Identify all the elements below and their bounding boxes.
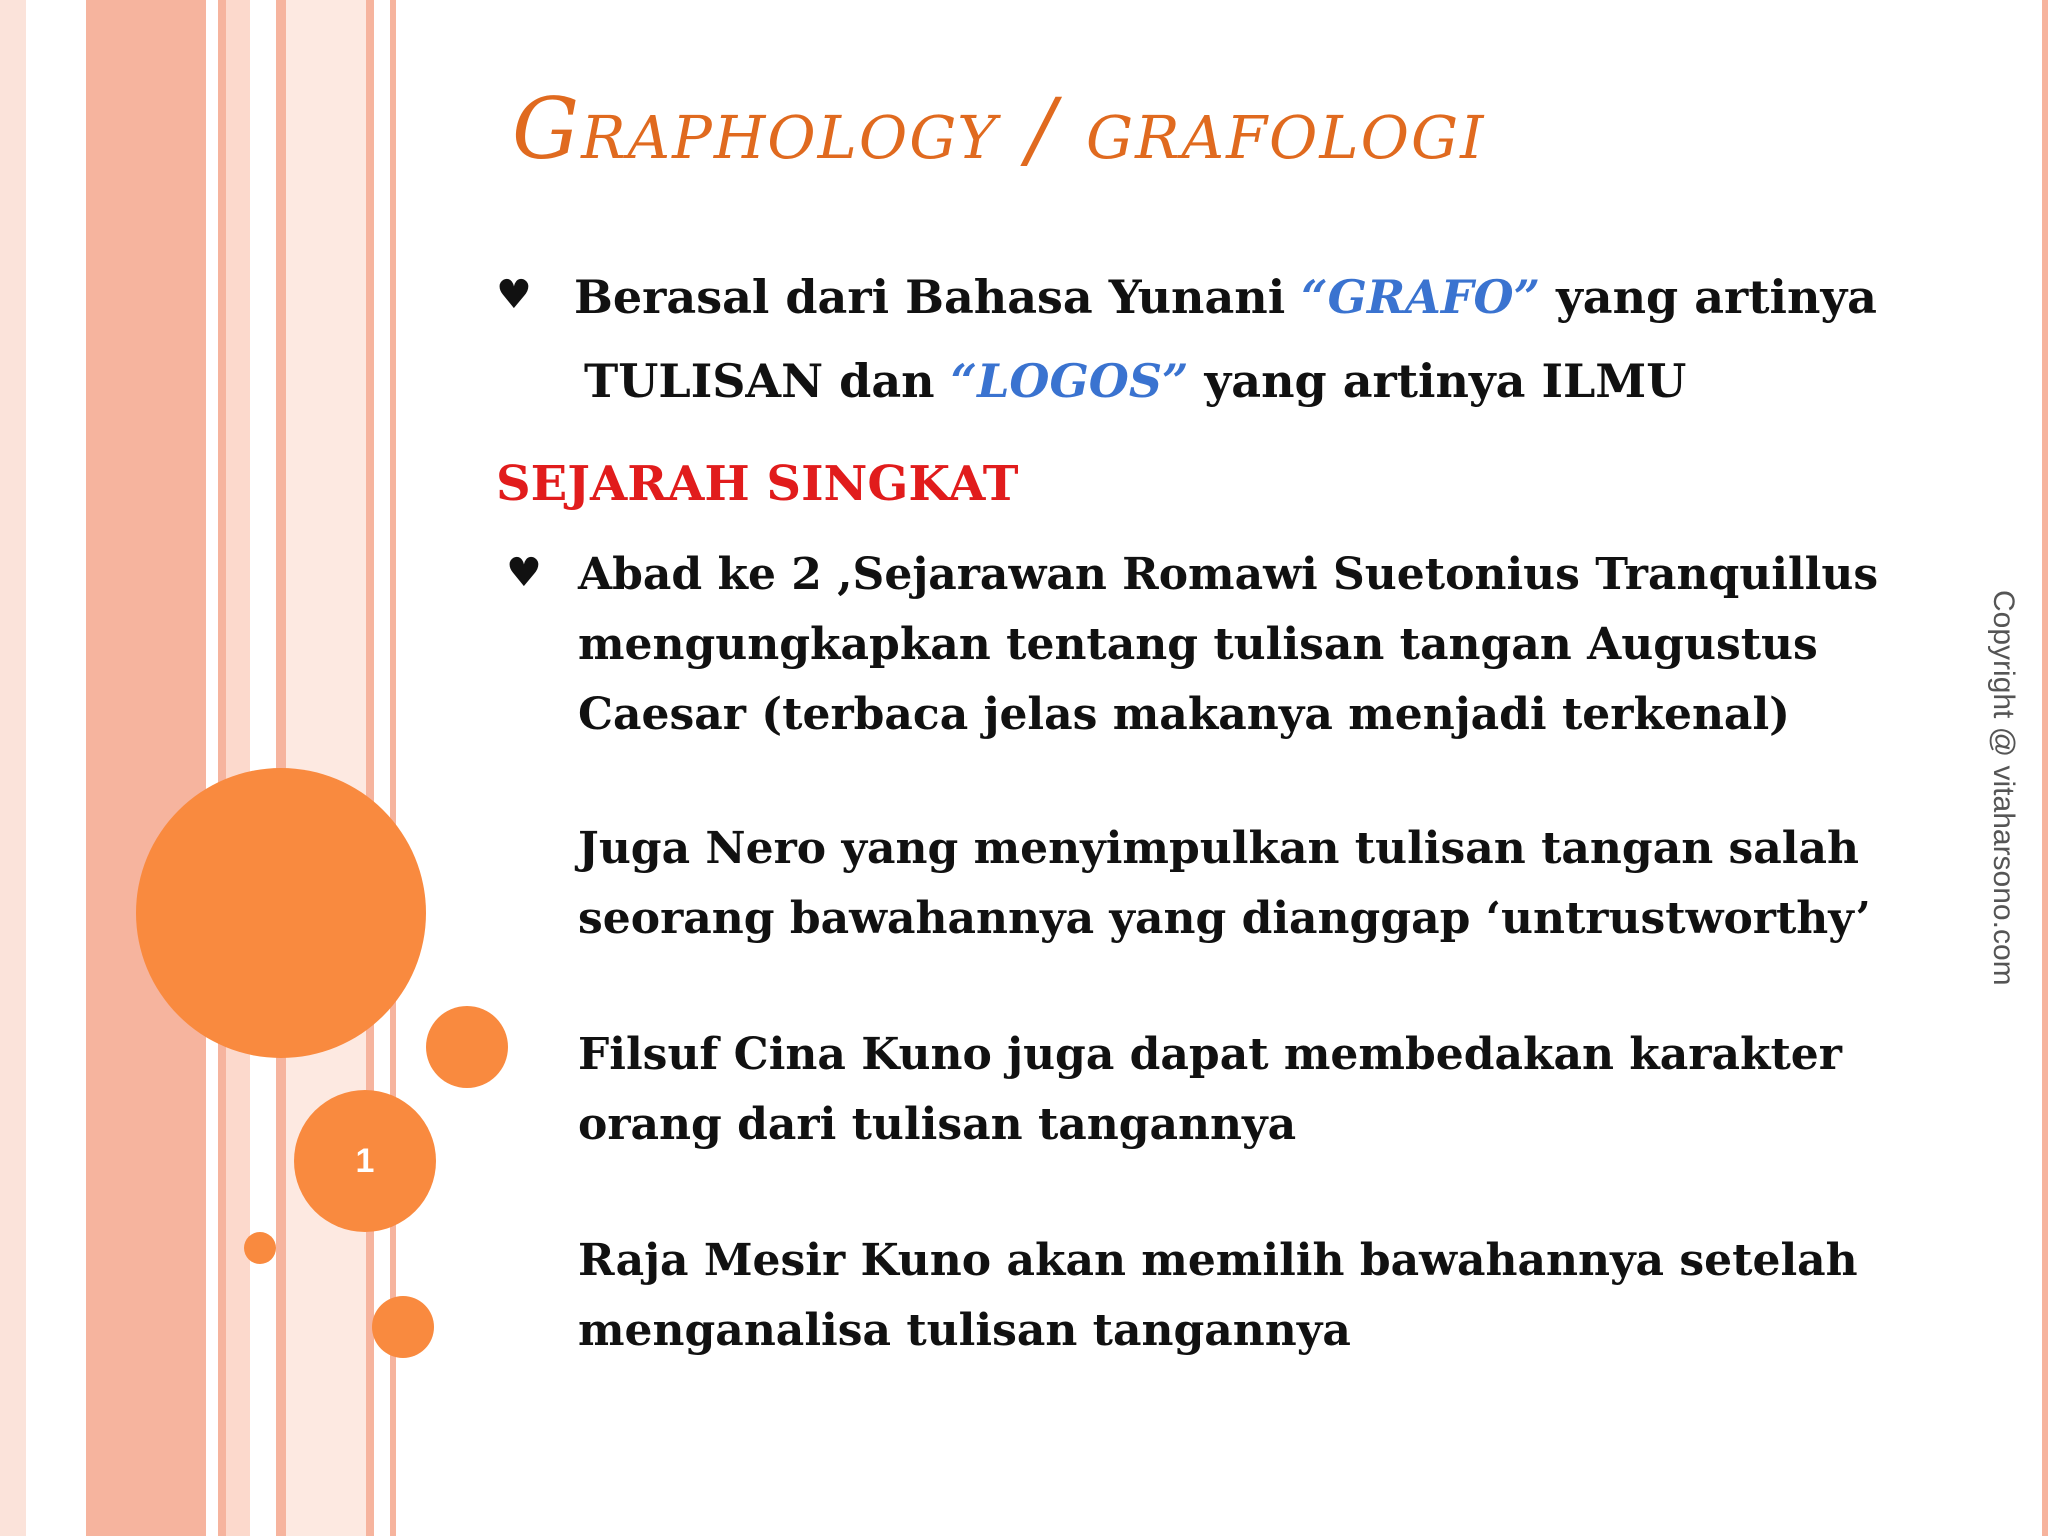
paragraph-line: Raja Mesir Kuno akan memilih bawahannya setelah — [578, 1235, 1858, 1286]
decorative-stripe — [366, 0, 374, 1536]
intro-text: yang artinya — [1540, 270, 1877, 324]
decorative-circle-large — [136, 768, 426, 1058]
intro-line-2 — [584, 346, 1686, 416]
paragraph-line: orang dari tulisan tangannya — [578, 1099, 1297, 1150]
decorative-stripe — [206, 0, 218, 1536]
decorative-circle-small — [372, 1296, 434, 1358]
history-paragraph — [578, 540, 1878, 750]
section-heading: SEJARAH SINGKAT — [496, 456, 1019, 512]
decorative-circle-medium — [426, 1006, 508, 1088]
decorative-stripe — [226, 0, 250, 1536]
intro-quote-grafo: “GRAFO” — [1301, 270, 1541, 324]
heart-bullet-icon: ♥ — [506, 550, 542, 596]
decorative-stripe — [218, 0, 226, 1536]
paragraph-line: seorang bawahannya yang dianggap ‘untrustworthy’ — [578, 893, 1871, 944]
paragraph-line: Abad ke 2 ,Sejarawan Romawi Suetonius Tranquillus — [578, 549, 1879, 600]
decorative-stripe-right — [2042, 0, 2048, 1536]
paragraph-line: Filsuf Cina Kuno juga dapat membedakan karakter — [578, 1029, 1842, 1080]
page-number-circle — [294, 1090, 436, 1232]
intro-text: Berasal dari Bahasa Yunani — [574, 270, 1302, 324]
decorative-stripe — [26, 0, 86, 1536]
history-paragraph — [578, 814, 1871, 954]
decorative-stripe — [0, 0, 26, 1536]
page-number: 1 — [355, 1141, 375, 1180]
paragraph-line: Juga Nero yang menyimpulkan tulisan tangan salah — [578, 823, 1860, 874]
paragraph-line: menganalisa tulisan tangannya — [578, 1305, 1351, 1356]
intro-text: TULISAN dan — [584, 354, 951, 408]
intro-text: yang artinya ILMU — [1188, 354, 1687, 408]
history-paragraph — [578, 1020, 1842, 1160]
heart-bullet-icon: ♥ — [496, 272, 532, 318]
decorative-stripe — [86, 0, 206, 1536]
paragraph-line: Caesar (terbaca jelas makanya menjadi terkenal) — [578, 689, 1790, 740]
history-paragraph — [578, 1226, 1858, 1366]
slide-title: Graphology / grafologi — [512, 80, 1486, 178]
intro-quote-logos: “LOGOS” — [950, 354, 1189, 408]
decorative-circle-tiny — [244, 1232, 276, 1264]
paragraph-line: mengungkapkan tentang tulisan tangan Augustus — [578, 619, 1818, 670]
copyright-text: Copyright @ vitaharsono.com — [1987, 590, 2020, 986]
intro-line-1 — [574, 262, 1877, 332]
